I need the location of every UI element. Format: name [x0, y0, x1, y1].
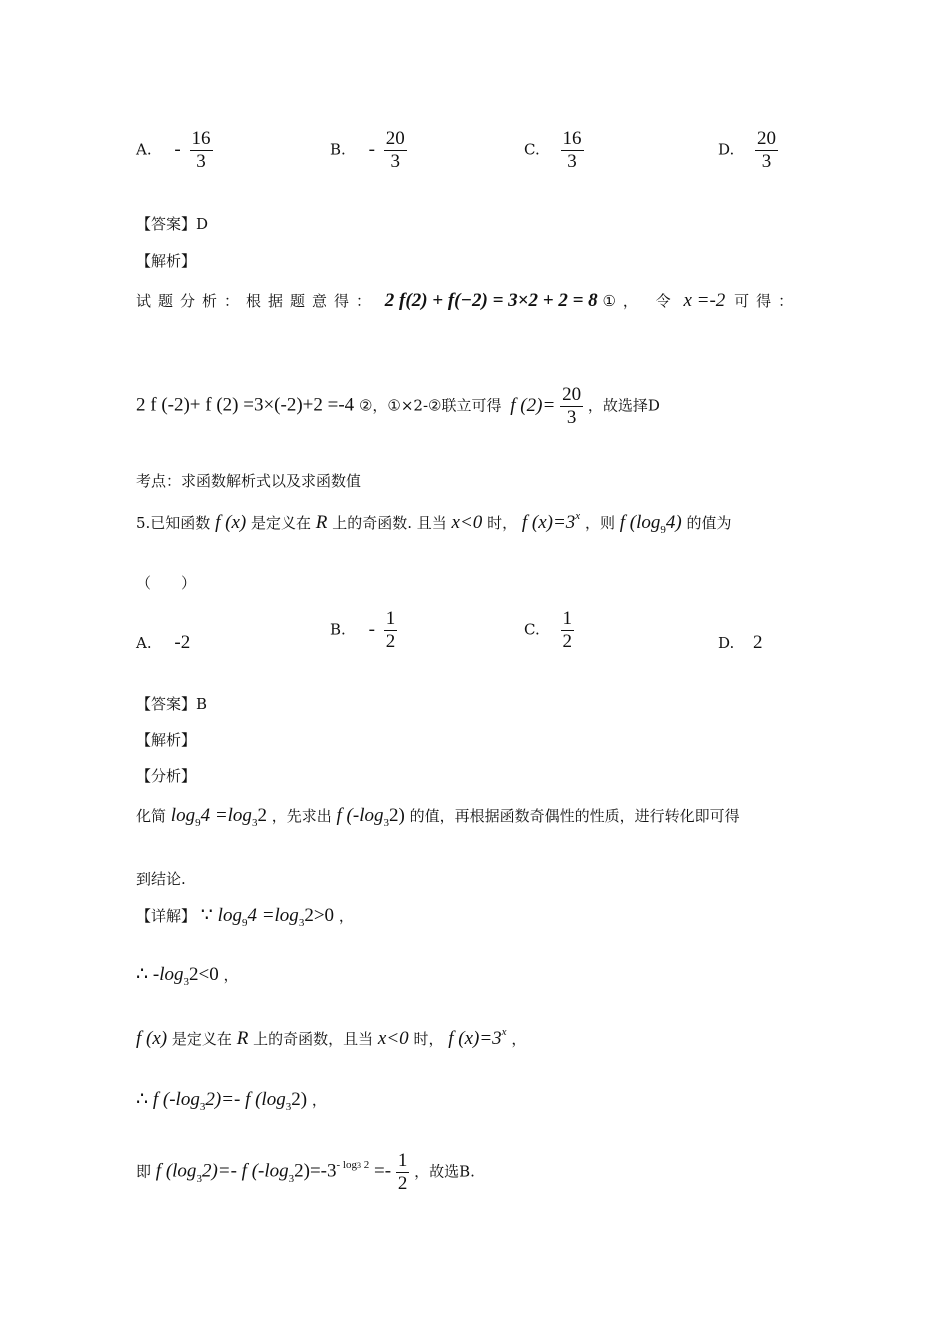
stem-mid4: ，则	[584, 514, 615, 532]
d5-eq: =-	[374, 1160, 392, 1182]
d1-log: log	[217, 905, 242, 926]
option-sign: -	[368, 138, 375, 160]
q5-detail-line1	[136, 904, 354, 927]
denominator: 2	[562, 631, 572, 652]
choose-text: ，故选择D	[587, 396, 660, 415]
stem-mid2: 上的奇函数. 且当	[332, 514, 447, 532]
d5-fraction	[396, 1150, 410, 1195]
fenxi-log-c: 2	[257, 805, 267, 826]
option-fraction	[384, 608, 398, 653]
option-sign: -	[174, 138, 181, 160]
denominator: 3	[567, 151, 577, 172]
fenxi-log-b: 4 =log	[200, 805, 252, 826]
option-label: D.	[718, 634, 735, 652]
fenxi-f-tail: 2)	[388, 805, 405, 826]
numerator: 1	[397, 1150, 408, 1171]
d3-mid2: 上的奇函数，且当	[253, 1030, 374, 1048]
numerator: 20	[562, 384, 582, 405]
result-lhs: f (2)=	[510, 394, 556, 416]
d4-a: f (-log	[152, 1089, 200, 1110]
d5-exponent	[337, 1159, 370, 1171]
d3-mid3: 时，	[413, 1030, 444, 1048]
d4-sub3b: 3	[285, 1101, 292, 1113]
q5-option-c	[524, 608, 574, 653]
fx: f (x)	[136, 1028, 168, 1049]
q5-detail-line4	[136, 1088, 327, 1111]
detail-heading: 【详解】	[136, 907, 197, 925]
d4-b: 2)=- f (log	[205, 1089, 286, 1110]
option-label: B.	[330, 620, 346, 639]
d1-sub9: 9	[241, 917, 248, 929]
let-text: 令	[655, 292, 671, 310]
option-label: C.	[524, 140, 540, 159]
d3-mid1: 是定义在	[171, 1030, 232, 1048]
option-label: A.	[136, 140, 152, 159]
equation-1: 2 f(2) + f(−2) = 3×2 + 2 = 8	[384, 290, 598, 311]
q5-option-a	[136, 632, 190, 654]
d5-end: ，故选B.	[414, 1162, 475, 1181]
q4-analysis-heading: 【解析】	[136, 252, 197, 270]
comma: ，	[338, 907, 354, 925]
q5-detail-line5	[136, 1150, 475, 1195]
option-label: A.	[136, 634, 152, 652]
denominator: 2	[385, 631, 396, 652]
exp-log: - log	[336, 1158, 357, 1171]
option-fraction	[755, 128, 778, 173]
option-label: D.	[718, 140, 735, 159]
fenxi-prefix: 化简	[136, 807, 167, 825]
stem-mid3: 时，	[487, 514, 518, 532]
target-f: f (log	[619, 512, 661, 533]
therefore-symbol: ∴	[136, 1089, 149, 1110]
d2-b: 2<0	[188, 964, 219, 985]
stem-end: 的值为	[686, 514, 732, 532]
q5-option-b	[330, 608, 397, 653]
q5-detail-line3	[136, 1028, 526, 1050]
q5-fenxi-line1	[136, 805, 740, 827]
q4-analysis-line1	[136, 290, 800, 312]
d1-sub3: 3	[298, 917, 305, 929]
q4-option-a	[136, 128, 213, 173]
result-fraction	[560, 384, 583, 429]
exp-tail: 2	[363, 1158, 370, 1171]
fenxi-sub9: 9	[195, 817, 201, 829]
q5-fenxi-heading: 【分析】	[136, 767, 197, 785]
option-fraction	[190, 128, 213, 173]
fenxi-sub3: 3	[251, 817, 258, 829]
q5-fenxi-line2: 到结论.	[136, 870, 186, 888]
target-tail: 4)	[665, 512, 682, 533]
d4-sub3a: 3	[199, 1101, 206, 1113]
d2-sub3: 3	[183, 976, 189, 988]
denominator: 3	[390, 151, 400, 172]
fx-equation: f (x)=3	[448, 1028, 502, 1049]
q4-option-b	[330, 128, 407, 173]
option-value: -2	[174, 632, 191, 653]
equation-2: 2 f (-2)+ f (2) =3×(-2)+2 =-4	[136, 394, 355, 416]
q5-stem	[136, 512, 732, 534]
numerator: 1	[562, 608, 572, 629]
d5-sub3b: 3	[288, 1172, 295, 1185]
d5-b: 2)=- f (-log	[201, 1160, 289, 1182]
set-R: R	[315, 512, 328, 533]
fx: f (x)	[215, 512, 247, 533]
comma: ，	[223, 966, 239, 984]
q4-analysis-line2	[136, 384, 660, 429]
q4-option-c	[524, 128, 584, 173]
numerator: 20	[385, 128, 405, 149]
fenxi-tail: 的值，再根据函数奇偶性的性质，进行转化即可得	[409, 807, 740, 825]
exponent-x: x	[575, 510, 581, 522]
d5-c: 2)=-3	[294, 1160, 337, 1182]
d1-end: 2>0	[304, 905, 335, 926]
fenxi-f-sub3: 3	[383, 817, 389, 829]
option-fraction	[384, 128, 407, 173]
exp-sub: 3	[356, 1160, 361, 1170]
d1-tail: 4 =log	[247, 905, 299, 926]
condition: x<0	[377, 1028, 409, 1049]
option-fraction	[561, 608, 575, 653]
denominator: 3	[566, 407, 577, 428]
q4-option-d	[718, 128, 778, 173]
therefore-symbol: ∴	[136, 964, 149, 985]
fx-equation: f (x)=3	[521, 512, 576, 533]
comma: ，	[311, 1091, 327, 1109]
comma: ，	[511, 1030, 527, 1048]
option-sign: -	[368, 618, 375, 640]
d5-sub3a: 3	[196, 1172, 202, 1185]
numerator: 16	[562, 128, 582, 149]
analysis-intro: 试题分析：根据题意得：	[136, 292, 379, 310]
d2-a: -log	[152, 964, 184, 985]
q5-detail-line2	[136, 963, 239, 986]
fenxi-log-a: log	[170, 805, 196, 826]
numerator: 16	[191, 128, 211, 149]
set-R: R	[236, 1028, 249, 1049]
let-equation: x =-2	[683, 290, 726, 311]
circle-one: ①，	[602, 292, 645, 310]
option-label: B.	[330, 140, 346, 159]
stem-mid1: 是定义在	[251, 514, 312, 532]
fenxi-mid: ，先求出	[271, 807, 332, 825]
option-value: 2	[753, 632, 763, 653]
denominator: 3	[196, 151, 206, 172]
option-label: C.	[524, 620, 540, 639]
q4-answer: 【答案】D	[136, 215, 209, 233]
fenxi-f: f (-log	[336, 805, 384, 826]
q5-analysis-heading: 【解析】	[136, 731, 197, 749]
denominator: 3	[761, 151, 772, 172]
numerator: 1	[385, 608, 396, 629]
d4-c: 2)	[291, 1089, 308, 1110]
stem-prefix: 5.已知函数	[136, 514, 211, 532]
d5-prefix: 即	[136, 1162, 152, 1181]
target-sub: 9	[660, 524, 666, 536]
q5-answer: 【答案】B	[136, 695, 208, 713]
option-fraction	[561, 128, 584, 173]
exponent-x: x	[501, 1026, 507, 1038]
q5-option-d	[718, 632, 763, 654]
q4-kaodian: 考点：求函数解析式以及求函数值	[136, 472, 362, 490]
numerator: 20	[757, 128, 777, 149]
because-symbol: ∵	[200, 905, 213, 926]
condition: x<0	[451, 512, 483, 533]
d5-a: f (log	[155, 1160, 197, 1182]
q5-paren: （ ）	[136, 574, 197, 592]
can-get-text: 可得：	[734, 292, 801, 310]
denominator: 2	[397, 1173, 408, 1194]
after-equation-2: ②，①×2-②联立可得	[358, 396, 502, 415]
